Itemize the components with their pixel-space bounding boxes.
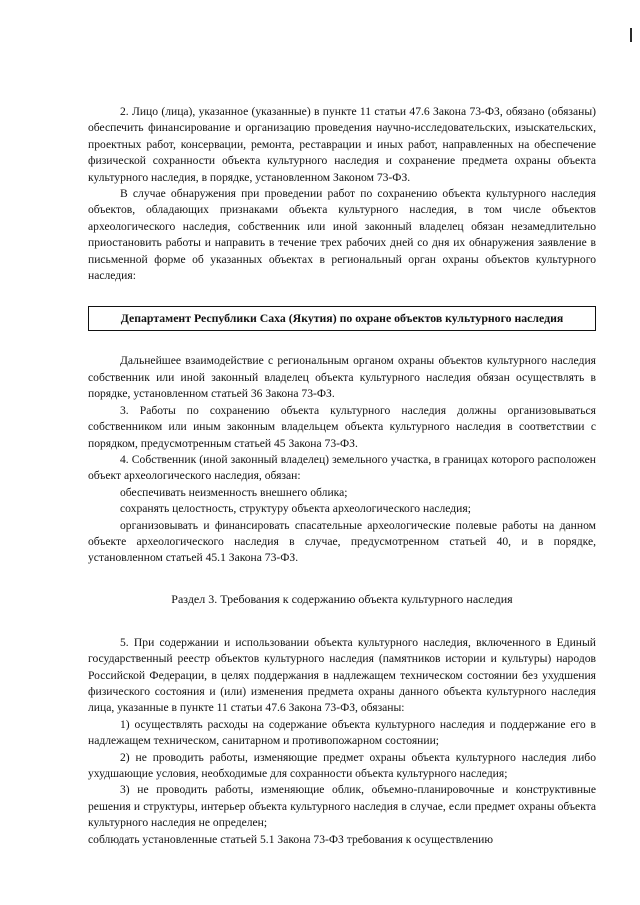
- paragraph-2: 2. Лицо (лица), указанное (указанные) в пункте 11 статьи 47.6 Закона 73-ФЗ, обязано (обязаны) обеспечить финансирование и организацию проведения научно-исследовательских, изыскательских, проектных работ, консервации, ремонта, реставрации и иных работ, направленных на обеспечение физической сохранности объекта культурного наследия и сохранение предмета охраны объекта культурного наследия, в порядке, установленном Законом 73-ФЗ.: [88, 105, 596, 184]
- paragraph-4: 4. Собственник (иной законный владелец) земельного участка, в границах которого расположен объект археологического наследия, обязан:: [88, 452, 596, 483]
- paragraph-interaction: Дальнейшее взаимодействие с региональным органом охраны объектов культурного наследия собственник или иной законный владелец объекта культурного наследия обязан осуществлять в порядке, установленном статьей 36 Закона 73-ФЗ.: [88, 354, 596, 401]
- document-page: [88, 104, 596, 848]
- regional-authority-name: Департамент Республики Саха (Якутия) по охране объектов культурного наследия: [120, 311, 564, 326]
- paragraph-4-item-2: сохранять целостность, структуру объекта археологического наследия;: [120, 502, 471, 516]
- paragraph-5-item-2: 2) не проводить работы, изменяющие предмет охраны объекта культурного наследия либо ухудшающие условия, необходимые для сохранности объекта культурного наследия;: [88, 750, 596, 780]
- paragraph-5-item-3: 3) не проводить работы, изменяющие облик, объемно-планировочные и конструктивные решения и структуры, интерьер объекта культурного наследия в случае, если предмет охраны объекта культурного наследия не определен;: [88, 783, 596, 830]
- paragraph-5-continuation: соблюдать установленные статьей 5.1 Закона 73-ФЗ требования к осуществлению: [88, 832, 494, 846]
- paragraph-5: 5. При содержании и использовании объекта культурного наследия, включенного в Единый государственный реестр объектов культурного наследия (памятников истории и культуры) народов Российской Федерации, в целях поддержания в надлежащем техническом состоянии без ухудшения физического состояния и (или) изменения предмета охраны данного объекта культурного наследия лица, указанные в пункте 11 статьи 47.6 Закона 73-ФЗ, обязаны:: [88, 635, 596, 715]
- regional-authority-box: [88, 306, 596, 331]
- paragraph-3: 3. Работы по сохранению объекта культурного наследия должны организовываться собственником или иным законным владельцем объекта культурного наследия в соответствии с порядком, предусмотренным статьей 45 Закона 73-ФЗ.: [88, 403, 596, 450]
- scan-edge-mark: [630, 28, 632, 42]
- paragraph-4-item-1: обеспечивать неизменность внешнего облика;: [120, 485, 348, 499]
- paragraph-4-item-3: организовывать и финансировать спасательные археологические полевые работы на данном объекте археологического наследия в случае, предусмотренном статьей 40, и в порядке, установленном статьей 45.1 Закона 73-ФЗ.: [88, 518, 596, 565]
- paragraph-5-item-1: 1) осуществлять расходы на содержание объекта культурного наследия и поддержание его в надлежащем техническом, санитарном и противопожарном состоянии;: [88, 717, 596, 748]
- section-3-title: Раздел 3. Требования к содержанию объекта культурного наследия: [171, 591, 513, 606]
- paragraph-discovery: В случае обнаружения при проведении работ по сохранению объекта культурного наследия объектов, обладающих признаками объекта культурного наследия, в том числе объектов археологического наследия, собственник или иной законный владелец обязан незамедлительно приостановить работы и направить в течение трех рабочих дней со дня их обнаружения заявление в письменной форме об указанных объектах в региональный орган охраны объектов культурного наследия:: [88, 187, 596, 283]
